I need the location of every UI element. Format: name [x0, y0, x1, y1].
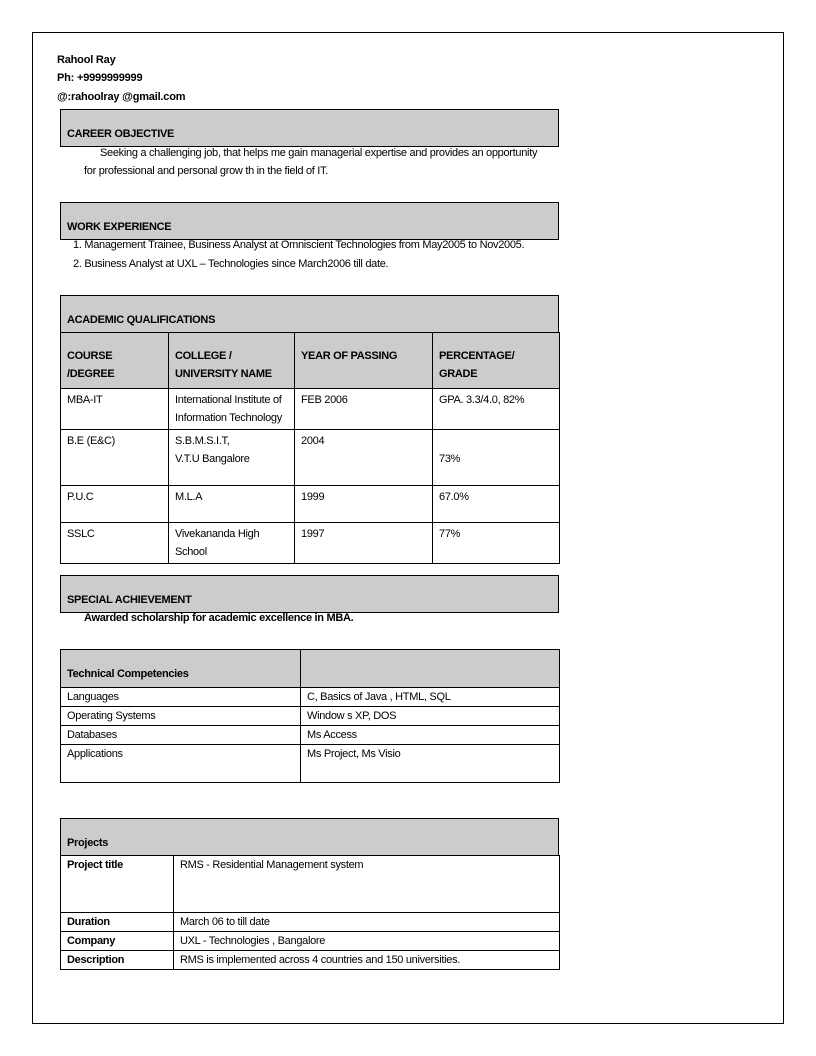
projects-title: Projects [67, 837, 109, 849]
college-cell: International Institute of Information Technology [169, 389, 295, 430]
table-row [61, 856, 560, 913]
technical-value: Ms Access [301, 726, 560, 745]
course-cell: B.E (E&C) [61, 430, 169, 486]
technical-label: Operating Systems [61, 707, 301, 726]
year-cell: 1999 [295, 486, 433, 523]
course-cell: MBA-IT [61, 389, 169, 430]
college-header: COLLEGE / UNIVERSITY NAME [169, 333, 295, 389]
technical-label: Languages [61, 688, 301, 707]
academic-header [60, 295, 559, 333]
phone-number: Ph: +9999999999 [57, 72, 143, 84]
table-row [61, 951, 560, 970]
special-achievement-title: SPECIAL ACHIEVEMENT [67, 594, 192, 606]
year-cell: 1997 [295, 523, 433, 564]
percentage-cell: 73% [433, 430, 560, 486]
technical-header-empty [301, 650, 560, 688]
technical-value: Ms Project, Ms Visio [301, 745, 560, 783]
projects-header [60, 818, 559, 856]
table-row [61, 726, 560, 745]
technical-title: Technical Competencies [61, 650, 301, 688]
projects-table [60, 855, 560, 970]
technical-table [60, 649, 560, 783]
project-value: UXL - Technologies , Bangalore [174, 932, 560, 951]
course-cell: SSLC [61, 523, 169, 564]
table-row [61, 745, 560, 783]
technical-value: C, Basics of Java , HTML, SQL [301, 688, 560, 707]
work-experience-item: 2. Business Analyst at UXL – Technologies since March2006 till date. [73, 258, 389, 270]
project-label: Description [61, 951, 174, 970]
course-cell: P.U.C [61, 486, 169, 523]
academic-header-row [61, 333, 560, 389]
project-label: Project title [61, 856, 174, 913]
table-row [61, 932, 560, 951]
year-header: YEAR OF PASSING [295, 333, 433, 389]
work-experience-header [60, 202, 559, 240]
percentage-header: PERCENTAGE/ GRADE [433, 333, 560, 389]
technical-label: Applications [61, 745, 301, 783]
career-objective-line2: for professional and personal grow th in the field of IT. [84, 165, 328, 177]
table-row [61, 389, 560, 430]
project-value: RMS is implemented across 4 countries and 150 universities. [174, 951, 560, 970]
academic-title: ACADEMIC QUALIFICATIONS [67, 314, 216, 326]
project-value: March 06 to till date [174, 913, 560, 932]
college-cell: M.L.A [169, 486, 295, 523]
course-header: COURSE /DEGREE [61, 333, 169, 389]
table-row [61, 688, 560, 707]
special-achievement-text: Awarded scholarship for academic excellence in MBA. [84, 612, 354, 624]
percentage-cell: 67.0% [433, 486, 560, 523]
percentage-cell: 77% [433, 523, 560, 564]
career-objective-header [60, 109, 559, 147]
technical-label: Databases [61, 726, 301, 745]
table-row [61, 523, 560, 564]
year-cell: FEB 2006 [295, 389, 433, 430]
career-objective-line1: Seeking a challenging job, that helps me gain managerial expertise and provides an opportunity [100, 147, 538, 159]
work-experience-item: 1. Management Trainee, Business Analyst at Omniscient Technologies from May2005 to Nov2005. [73, 239, 525, 251]
work-experience-title: WORK EXPERIENCE [67, 221, 172, 233]
table-row [61, 707, 560, 726]
percentage-cell: GPA. 3.3/4.0, 82% [433, 389, 560, 430]
special-achievement-header [60, 575, 559, 613]
table-row [61, 486, 560, 523]
technical-header-row [61, 650, 560, 688]
technical-value: Window s XP, DOS [301, 707, 560, 726]
project-label: Company [61, 932, 174, 951]
college-cell: Vivekananda High School [169, 523, 295, 564]
academic-table [60, 332, 560, 564]
email-address: @:rahoolray @gmail.com [57, 91, 186, 103]
college-cell: S.B.M.S.I.T, V.T.U Bangalore [169, 430, 295, 486]
year-cell: 2004 [295, 430, 433, 486]
table-row [61, 430, 560, 486]
project-value: RMS - Residential Management system [174, 856, 560, 913]
project-label: Duration [61, 913, 174, 932]
career-objective-title: CAREER OBJECTIVE [67, 128, 175, 140]
candidate-name: Rahool Ray [57, 54, 116, 66]
table-row [61, 913, 560, 932]
